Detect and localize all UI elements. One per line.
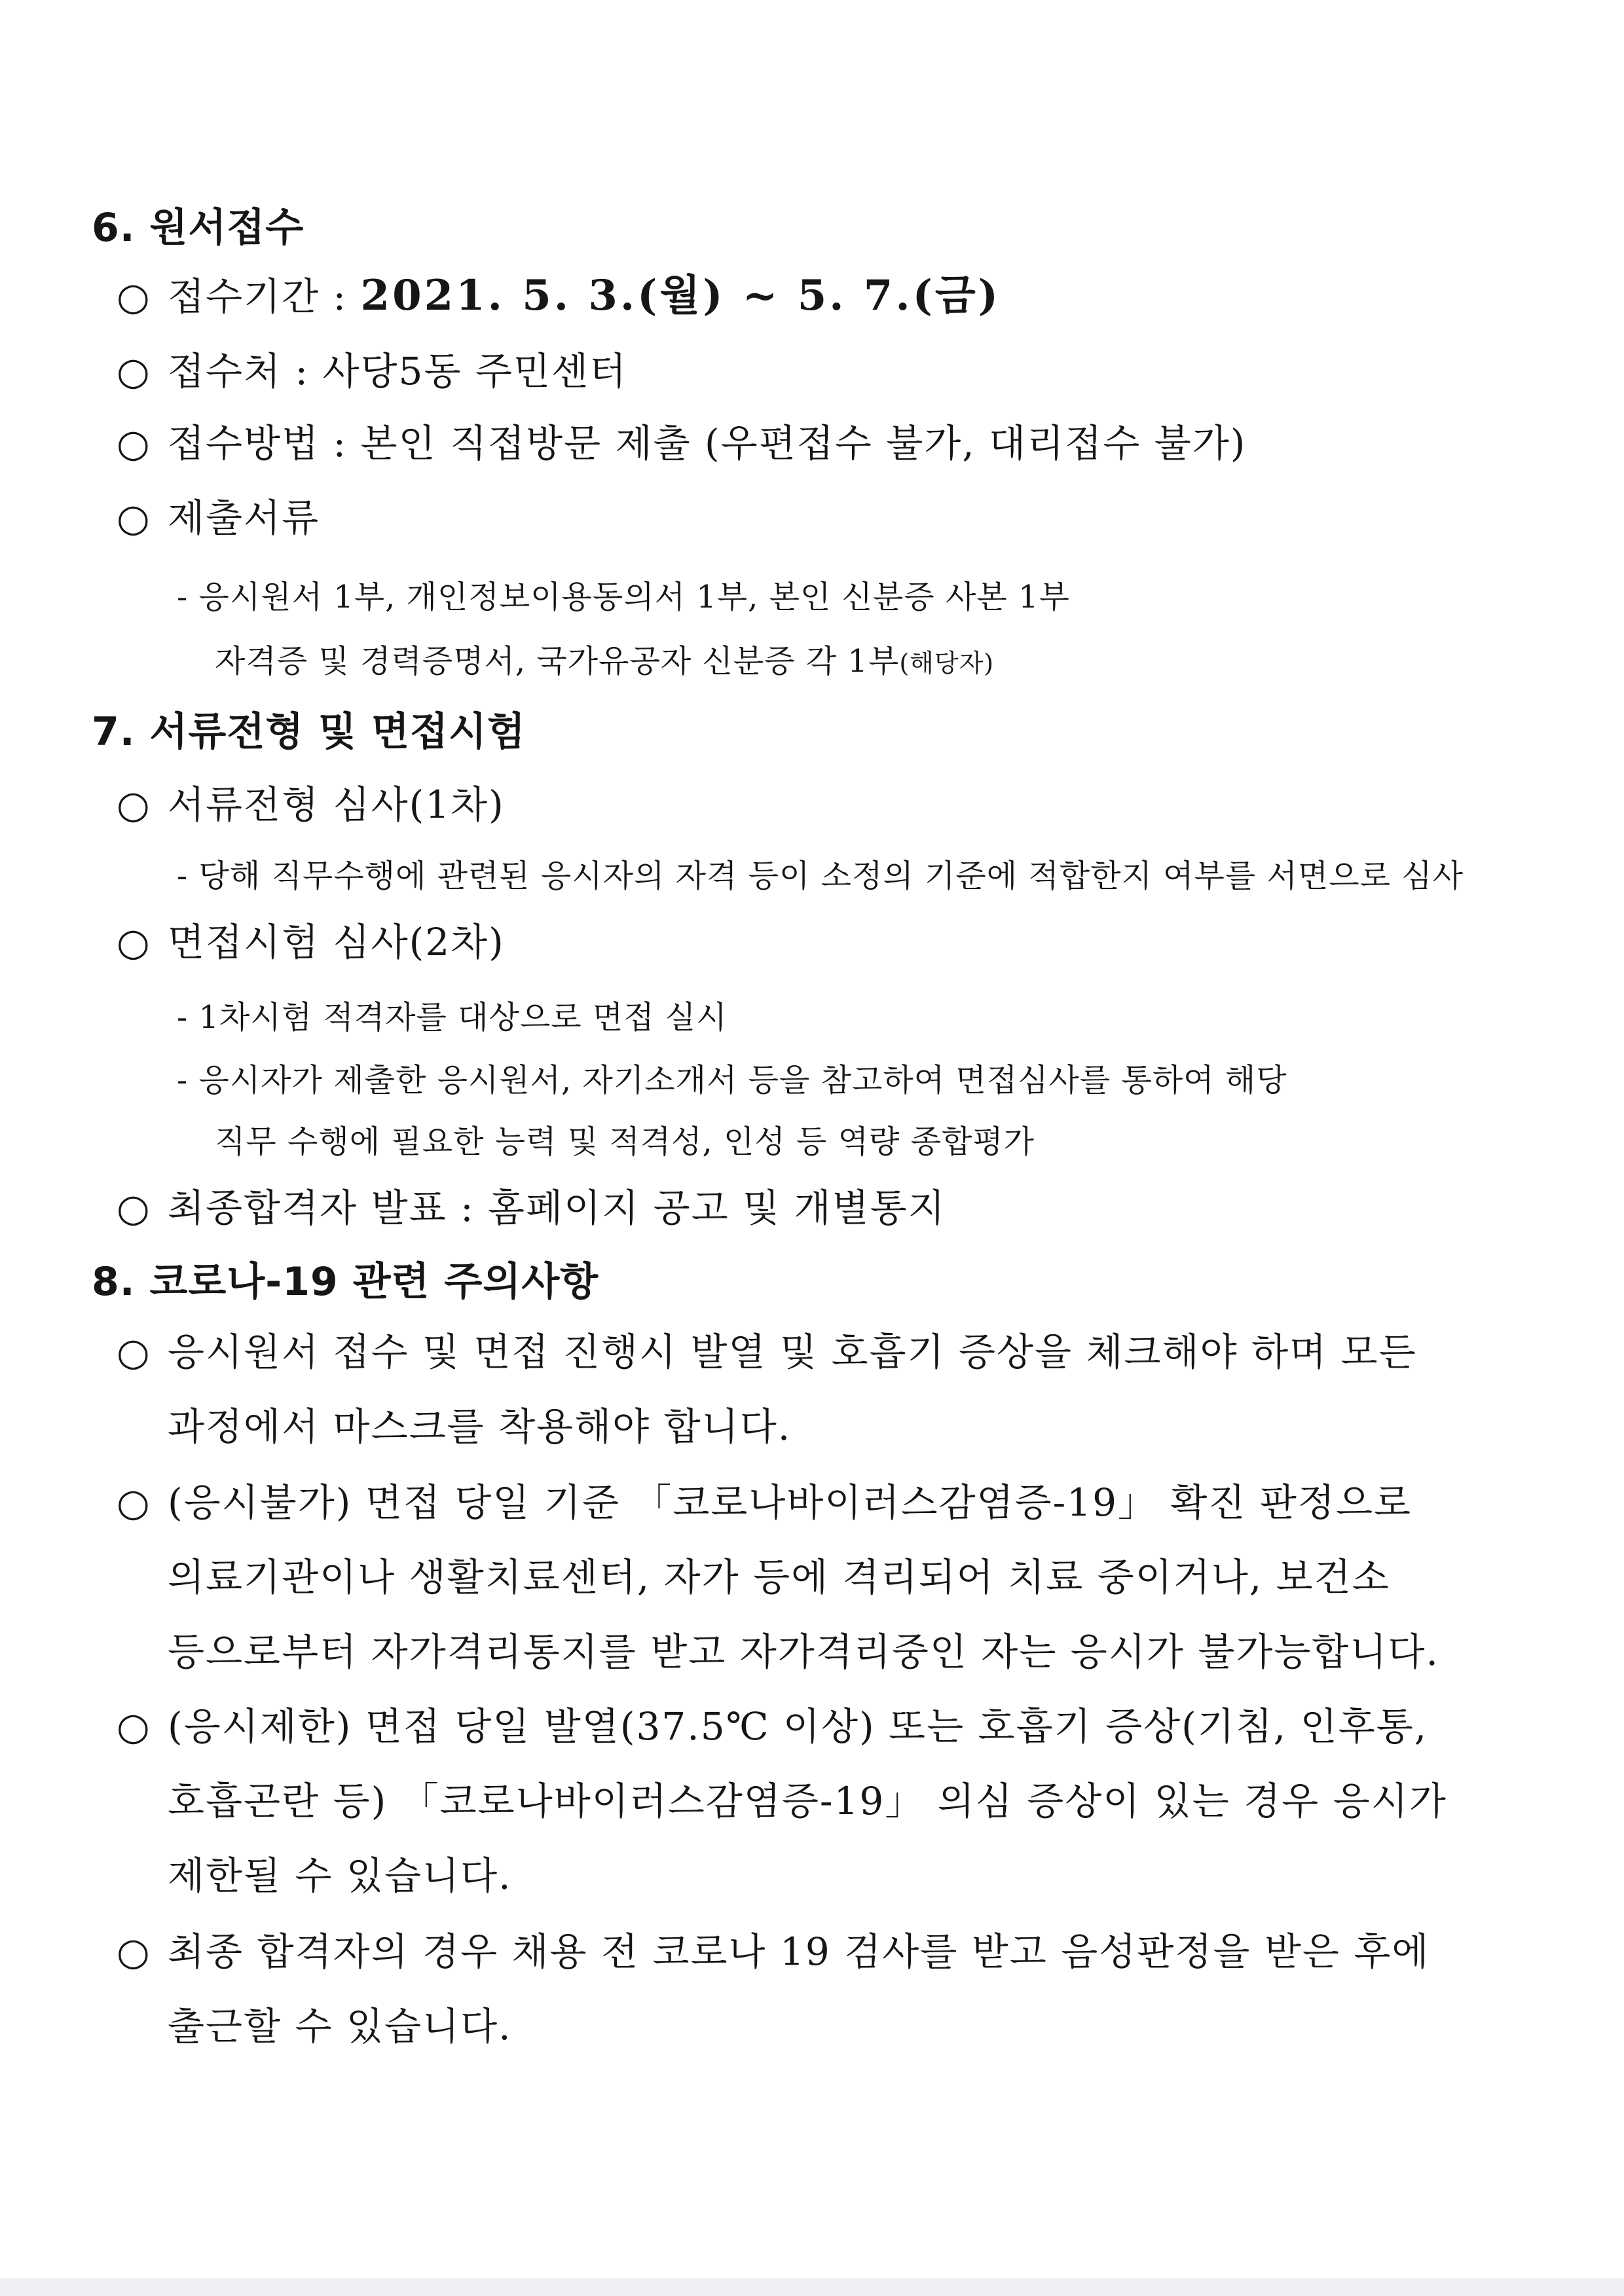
- section-heading-8: 8. 코로나-19 관련 주의사항: [92, 1259, 599, 1305]
- bullet-covid-final: [117, 1929, 1430, 1974]
- bullet-application-place: [117, 349, 628, 393]
- bullet-mark: ○: [117, 349, 151, 393]
- document-screening-detail: - 당해 직무수행에 관련된 응시자의 자격 등이 소정의 기준에 적합한지 여부를 서면으로 심사: [177, 858, 1464, 894]
- bullet-document-screening: [117, 782, 505, 827]
- bullet-application-period: [117, 271, 1001, 320]
- bullet-mark: ○: [117, 920, 151, 964]
- required-documents-line-2: [215, 643, 995, 680]
- required-documents-line-2-text: 자격증 및 경력증명서, 국가유공자 신분증 각 1부: [215, 643, 900, 680]
- final-announcement-text: 최종합격자 발표 : 홈페이지 공고 및 개별통지: [168, 1186, 946, 1230]
- required-documents-line-1: - 응시원서 1부, 개인정보이용동의서 1부, 본인 신분증 사본 1부: [177, 579, 1070, 615]
- bullet-mark: ○: [117, 496, 151, 540]
- application-method-text: 접수방법 : 본인 직접방문 제출 (우편접수 불가, 대리접수 불가): [168, 421, 1247, 465]
- required-documents-tail: (해당자): [899, 649, 995, 678]
- covid-not-allowed-continuation-2: 등으로부터 자가격리통지를 받고 자가격리중인 자는 응시가 불가능합니다.: [168, 1630, 1439, 1674]
- section-heading-7: 7. 서류전형 및 면접시험: [92, 709, 526, 755]
- bullet-mark: ○: [117, 782, 151, 827]
- bullet-mark: ○: [117, 1480, 151, 1525]
- bullet-interview-screening: [117, 920, 505, 964]
- bullet-mark: ○: [117, 1704, 151, 1749]
- covid-not-allowed-continuation-1: 의료기관이나 생활치료센터, 자가 등에 격리되어 치료 중이거나, 보건소: [168, 1555, 1390, 1599]
- bullet-mark: ○: [117, 421, 151, 465]
- bullet-final-announcement: [117, 1186, 946, 1230]
- covid-final-text: 최종 합격자의 경우 채용 전 코로나 19 검사를 받고 음성판정을 받은 후에: [168, 1929, 1430, 1974]
- application-period-value: 2021. 5. 3.(월) ~ 5. 7.(금): [360, 271, 1001, 320]
- covid-check-text: 응시원서 접수 및 면접 진행시 발열 및 호흡기 증상을 체크해야 하며 모든: [168, 1330, 1417, 1374]
- covid-restricted-text: (응시제한) 면접 당일 발열(37.5℃ 이상) 또는 호흡기 증상(기침, 인후통,: [168, 1704, 1428, 1749]
- interview-screening-text: 면접시험 심사(2차): [168, 920, 505, 964]
- bullet-covid-not-allowed: [117, 1480, 1412, 1525]
- bullet-mark: ○: [117, 274, 151, 319]
- covid-not-allowed-text: (응시불가) 면접 당일 기준 「코로나바이러스감염증-19」 확진 판정으로: [168, 1480, 1412, 1525]
- interview-detail-2: - 응시자가 제출한 응시원서, 자기소개서 등을 참고하여 면접심사를 통하여 해당: [177, 1062, 1287, 1099]
- document-screening-text: 서류전형 심사(1차): [168, 782, 505, 827]
- bullet-mark: ○: [117, 1929, 151, 1974]
- bullet-covid-restricted: [117, 1704, 1428, 1749]
- interview-detail-3: 직무 수행에 필요한 능력 및 적격성, 인성 등 역량 종합평가: [215, 1123, 1035, 1160]
- covid-restricted-continuation-2: 제한될 수 있습니다.: [168, 1853, 512, 1898]
- section-heading-6: 6. 원서접수: [92, 205, 304, 251]
- bullet-mark: ○: [117, 1186, 151, 1230]
- required-documents-text: 제출서류: [168, 496, 320, 540]
- scan-bottom-edge: [0, 2278, 1624, 2296]
- covid-restricted-continuation-1: 호흡곤란 등) 「코로나바이러스감염증-19」 의심 증상이 있는 경우 응시가: [168, 1779, 1447, 1823]
- covid-check-continuation: 과정에서 마스크를 착용해야 합니다.: [168, 1404, 792, 1449]
- application-place-text: 접수처 : 사당5동 주민센터: [168, 349, 628, 393]
- bullet-application-method: [117, 421, 1247, 465]
- bullet-covid-check: [117, 1330, 1417, 1374]
- bullet-mark: ○: [117, 1330, 151, 1374]
- interview-detail-1: - 1차시험 적격자를 대상으로 면접 실시: [177, 999, 728, 1036]
- application-period-label: 접수기간 :: [168, 274, 361, 319]
- covid-final-continuation: 출근할 수 있습니다.: [168, 2004, 512, 2049]
- bullet-required-documents: [117, 496, 320, 540]
